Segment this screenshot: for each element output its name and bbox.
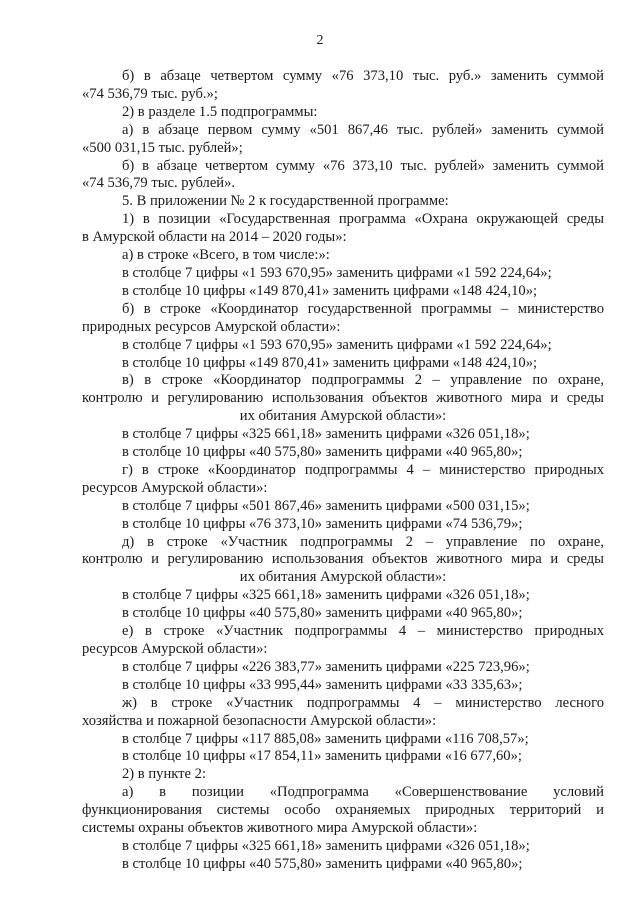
text-line: а) в строке «Всего, в том числе:»: — [122, 247, 330, 264]
text-line: в столбце 10 цифры «40 575,80» заменить цифрами «40 965,80»; — [122, 444, 523, 461]
text-line: в столбце 7 цифры «325 661,18» заменить цифрами «326 051,18»; — [122, 587, 530, 604]
text-line: контролю и регулированию использования объектов животного мира и среды — [82, 551, 604, 568]
text-line: в столбце 10 цифры «40 575,80» заменить цифрами «40 965,80»; — [122, 855, 523, 872]
text-line: хозяйства и пожарной безопасности Амурской области»: — [82, 712, 437, 729]
text-line: а) в позиции «Подпрограмма «Совершенствование условий — [122, 784, 604, 801]
text-line: в столбце 7 цифры «117 885,08» заменить цифрами «116 708,57»; — [122, 730, 529, 747]
text-line: в Амурской области на 2014 – 2020 годы»: — [82, 229, 347, 246]
text-line: «500 031,15 тыс. рублей»; — [82, 139, 243, 156]
text-line: природных ресурсов Амурской области»: — [82, 318, 341, 335]
text-line: 1) в позиции «Государственная программа «Охрана окружающей среды — [122, 211, 604, 228]
text-line: в столбце 10 цифры «149 870,41» заменить цифрами «148 424,10»; — [122, 354, 538, 371]
text-line: а) в абзаце первом сумму «501 867,46 тыс. рублей» заменить суммой — [122, 121, 604, 138]
text-line: г) в строке «Координатор подпрограммы 4 – министерство природных — [122, 461, 604, 478]
text-line: их обитания Амурской области»: — [239, 408, 447, 425]
text-line: е) в строке «Участник подпрограммы 4 – министерство природных — [122, 623, 604, 640]
text-line: в столбце 7 цифры «501 867,46» заменить цифрами «500 031,15»; — [122, 497, 530, 514]
text-line: в столбце 10 цифры «40 575,80» заменить цифрами «40 965,80»; — [122, 605, 523, 622]
text-line: в столбце 10 цифры «76 373,10» заменить цифрами «74 536,79»; — [122, 515, 523, 532]
page-number: 2 — [316, 33, 324, 48]
text-line: системы охраны объектов животного мира Амурской области»: — [82, 820, 478, 837]
text-line: ж) в строке «Участник подпрограммы 4 – министерство лесного — [122, 694, 604, 711]
text-line: в столбце 7 цифры «325 661,18» заменить цифрами «326 051,18»; — [122, 837, 530, 854]
text-line: в столбце 7 цифры «226 383,77» заменить цифрами «225 723,96»; — [122, 658, 530, 675]
text-line: функционирования системы особо охраняемых природных территорий и — [82, 802, 604, 819]
text-line: д) в строке «Участник подпрограммы 2 – управление по охране, — [122, 533, 604, 550]
text-line: в) в строке «Координатор подпрограммы 2 – управление по охране, — [122, 372, 604, 389]
text-line: б) в абзаце четвертом сумму «76 373,10 тыс. рублей» заменить суммой — [122, 157, 604, 174]
text-line: контролю и регулированию использования объектов животного мира и среды — [82, 390, 604, 407]
text-line: ресурсов Амурской области»: — [82, 479, 268, 496]
text-line: б) в строке «Координатор государственной программы – министерство — [122, 300, 604, 317]
text-line: ресурсов Амурской области»: — [82, 641, 268, 657]
text-line: в столбце 7 цифры «1 593 670,95» заменить цифрами «1 592 224,64»; — [122, 264, 552, 281]
text-line: «74 536,79 тыс. руб.»; — [82, 85, 218, 102]
text-line: 2) в пункте 2: — [122, 766, 207, 783]
text-line: в столбце 10 цифры «149 870,41» заменить цифрами «148 424,10»; — [122, 282, 538, 299]
text-line: б) в абзаце четвертом сумму «76 373,10 тыс. руб.» заменить суммой — [122, 68, 604, 84]
text-line: 5. В приложении № 2 к государственной программе: — [122, 193, 449, 210]
text-line: в столбце 7 цифры «1 593 670,95» заменить цифрами «1 592 224,64»; — [122, 336, 552, 353]
text-line: в столбце 10 цифры «33 995,44» заменить цифрами «33 335,63»; — [122, 676, 523, 693]
text-line: 2) в разделе 1.5 подпрограммы: — [122, 103, 318, 120]
text-line: в столбце 10 цифры «17 854,11» заменить цифрами «16 677,60»; — [122, 748, 522, 765]
text-line: «74 536,79 тыс. рублей». — [82, 175, 236, 192]
text-line: их обитания Амурской области»: — [239, 569, 447, 586]
text-line: в столбце 7 цифры «325 661,18» заменить цифрами «326 051,18»; — [122, 426, 530, 443]
document-body — [82, 68, 604, 874]
